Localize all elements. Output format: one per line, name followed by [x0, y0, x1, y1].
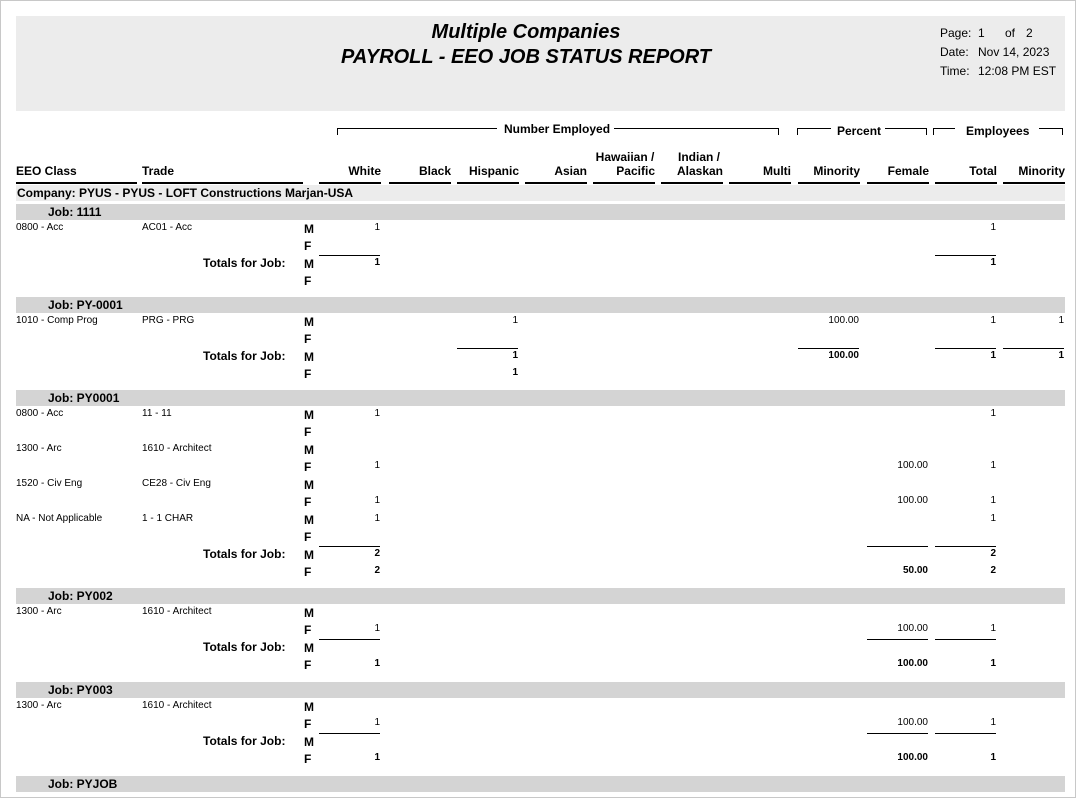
- value-female-pct: 100.00: [897, 460, 928, 471]
- col-black: Black: [418, 164, 451, 178]
- total-rule: [935, 639, 996, 640]
- male-label: M: [304, 735, 314, 749]
- value-total: 1: [990, 350, 996, 361]
- eeo-class: 0800 - Acc: [16, 408, 64, 419]
- value-female-pct: 100.00: [897, 495, 928, 506]
- female-label: F: [304, 367, 312, 381]
- total-rule: [867, 639, 928, 640]
- male-label: M: [304, 257, 314, 271]
- female-label: F: [304, 752, 312, 766]
- trade: 1610 - Architect: [142, 606, 212, 617]
- value-total: 1: [990, 222, 996, 233]
- report-header: [16, 16, 1065, 111]
- job-title: Job: PY-0001: [48, 298, 123, 312]
- female-label: F: [304, 239, 312, 253]
- trade: 11 - 11: [142, 408, 172, 419]
- female-label: F: [304, 565, 312, 579]
- female-label: F: [304, 623, 312, 637]
- value-female-pct: 100.00: [897, 658, 928, 669]
- trade: PRG - PRG: [142, 315, 195, 326]
- value-total: 1: [990, 623, 996, 634]
- job-header: [16, 588, 1065, 604]
- trade: 1 - 1 CHAR: [142, 513, 194, 524]
- male-label: M: [304, 606, 314, 620]
- report-title: PAYROLL - EEO JOB STATUS REPORT: [340, 46, 712, 68]
- value-white: 2: [374, 565, 380, 576]
- col-indian-2: Alaskan: [676, 164, 723, 178]
- page-label: Page:: [940, 26, 972, 40]
- female-label: F: [304, 495, 312, 509]
- col-hispanic: Hispanic: [468, 164, 519, 178]
- value-female-pct: 100.00: [897, 717, 928, 728]
- col-hawaiian-2: Pacific: [616, 164, 655, 178]
- col-minority-pct: Minority: [813, 164, 860, 178]
- value-minority-pct: 100.00: [828, 315, 859, 326]
- female-label: F: [304, 717, 312, 731]
- totals-for-job-label: Totals for Job:: [203, 640, 286, 654]
- value-hispanic: 1: [512, 315, 518, 326]
- male-label: M: [304, 350, 314, 364]
- value-minority-pct: 100.00: [828, 350, 859, 361]
- job-header: [16, 297, 1065, 313]
- total-rule: [867, 733, 928, 734]
- female-label: F: [304, 658, 312, 672]
- col-eeo-class: EEO Class: [16, 164, 77, 178]
- trade: AC01 - Acc: [142, 222, 193, 233]
- value-total: 1: [990, 257, 996, 268]
- col-hawaiian-1: Hawaiian /: [595, 150, 655, 164]
- totals-for-job-label: Totals for Job:: [203, 734, 286, 748]
- col-indian-1: Indian /: [678, 150, 720, 164]
- total-rule: [935, 348, 996, 349]
- page-total: 2: [1026, 26, 1033, 40]
- value-total: 1: [990, 513, 996, 524]
- job-title: Job: PY0001: [48, 391, 120, 405]
- date-value: Nov 14, 2023: [978, 45, 1050, 59]
- value-female-pct: 50.00: [902, 565, 928, 576]
- total-rule: [935, 255, 996, 256]
- total-rule: [867, 546, 928, 547]
- total-rule: [319, 639, 380, 640]
- value-white: 1: [374, 658, 380, 669]
- totals-for-job-label: Totals for Job:: [203, 547, 286, 561]
- job-header: [16, 776, 1065, 792]
- total-rule: [798, 348, 859, 349]
- col-asian: Asian: [554, 164, 587, 178]
- col-trade: Trade: [142, 164, 175, 178]
- group-employees: Employees: [966, 124, 1030, 138]
- male-label: M: [304, 700, 314, 714]
- job-title: Job: PY003: [48, 683, 113, 697]
- eeo-class: 1300 - Arc: [16, 700, 62, 711]
- value-hispanic: 1: [512, 367, 518, 378]
- job-title: Job: 1111: [48, 205, 102, 219]
- eeo-class: NA - Not Applicable: [16, 513, 103, 524]
- female-label: F: [304, 332, 312, 346]
- female-label: F: [304, 425, 312, 439]
- group-number-employed: Number Employed: [504, 122, 611, 136]
- time-value: 12:08 PM EST: [978, 64, 1057, 78]
- male-label: M: [304, 315, 314, 329]
- male-label: M: [304, 513, 314, 527]
- value-white: 2: [374, 548, 380, 559]
- company-line: Company: PYUS - PYUS - LOFT Constructions Marjan-USA: [16, 185, 1065, 201]
- value-white: 1: [374, 752, 380, 763]
- total-rule: [935, 546, 996, 547]
- page-of: of: [1005, 26, 1016, 40]
- col-multi: Multi: [763, 164, 791, 178]
- male-label: M: [304, 548, 314, 562]
- value-total: 1: [990, 658, 996, 669]
- value-total: 1: [990, 717, 996, 728]
- col-white: White: [348, 164, 381, 178]
- col-female-pct: Female: [887, 164, 929, 178]
- male-label: M: [304, 408, 314, 422]
- col-total: Total: [969, 164, 997, 178]
- value-white: 1: [374, 717, 380, 728]
- trade: CE28 - Civ Eng: [142, 478, 211, 489]
- eeo-class: 1300 - Arc: [16, 443, 62, 454]
- job-header: [16, 682, 1065, 698]
- total-rule: [319, 546, 380, 547]
- job-header: [16, 204, 1065, 220]
- value-white: 1: [374, 495, 380, 506]
- value-white: 1: [374, 513, 380, 524]
- page-number: 1: [978, 26, 985, 40]
- total-rule: [319, 255, 380, 256]
- value-hispanic: 1: [512, 350, 518, 361]
- female-label: F: [304, 274, 312, 288]
- value-total: 1: [990, 408, 996, 419]
- trade: 1610 - Architect: [142, 700, 212, 711]
- total-rule: [935, 733, 996, 734]
- eeo-class: 1300 - Arc: [16, 606, 62, 617]
- value-total: 1: [990, 495, 996, 506]
- eeo-class: 0800 - Acc: [16, 222, 64, 233]
- job-header: [16, 390, 1065, 406]
- male-label: M: [304, 641, 314, 655]
- value-white: 1: [374, 460, 380, 471]
- value-white: 1: [374, 408, 380, 419]
- female-label: F: [304, 460, 312, 474]
- trade: 1610 - Architect: [142, 443, 212, 454]
- total-rule: [1003, 348, 1064, 349]
- value-minority-emp: 1: [1058, 315, 1064, 326]
- value-total: 1: [990, 752, 996, 763]
- value-white: 1: [374, 257, 380, 268]
- job-title: Job: PYJOB: [48, 777, 118, 791]
- female-label: F: [304, 530, 312, 544]
- eeo-class: 1520 - Civ Eng: [16, 478, 83, 489]
- male-label: M: [304, 443, 314, 457]
- value-total: 1: [990, 460, 996, 471]
- col-minority-emp: Minority: [1018, 164, 1065, 178]
- job-title: Job: PY002: [48, 589, 113, 603]
- company-title: Multiple Companies: [431, 21, 621, 43]
- male-label: M: [304, 222, 314, 236]
- date-label: Date:: [940, 45, 969, 59]
- value-white: 1: [374, 623, 380, 634]
- totals-for-job-label: Totals for Job:: [203, 349, 286, 363]
- value-minority-emp: 1: [1058, 350, 1064, 361]
- value-female-pct: 100.00: [897, 752, 928, 763]
- group-percent: Percent: [837, 124, 882, 138]
- total-rule: [319, 733, 380, 734]
- totals-for-job-label: Totals for Job:: [203, 256, 286, 270]
- value-total: 1: [990, 315, 996, 326]
- value-white: 1: [374, 222, 380, 233]
- value-total: 2: [990, 548, 996, 559]
- male-label: M: [304, 478, 314, 492]
- total-rule: [457, 348, 518, 349]
- eeo-class: 1010 - Comp Prog: [16, 315, 98, 326]
- value-female-pct: 100.00: [897, 623, 928, 634]
- time-label: Time:: [940, 64, 970, 78]
- value-total: 2: [990, 565, 996, 576]
